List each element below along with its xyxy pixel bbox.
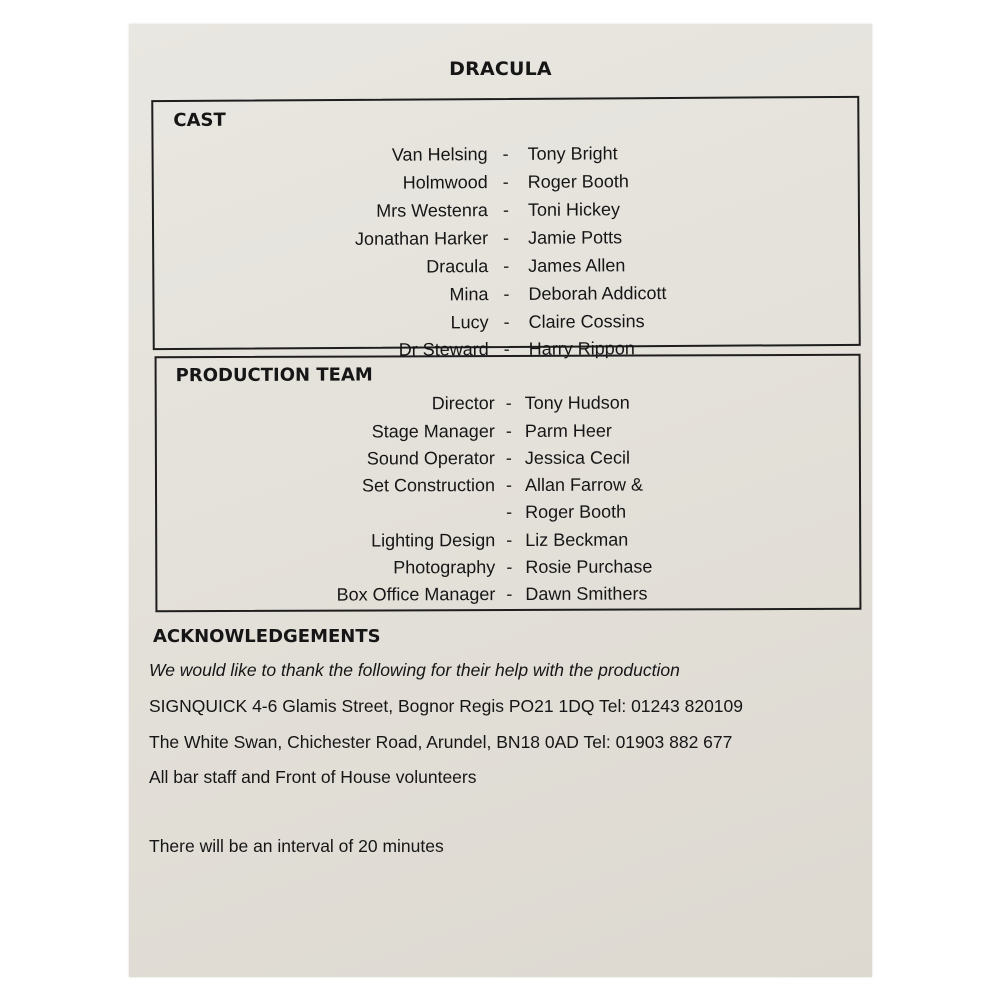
production-person: Rosie Purchase <box>525 556 653 577</box>
cast-dash: - <box>503 283 510 305</box>
production-role: Director <box>431 393 495 414</box>
cast-person: Deborah Addicott <box>528 283 667 304</box>
cast-role: Jonathan Harker <box>354 228 489 249</box>
cast-role: Van Helsing <box>391 144 488 165</box>
cast-role: Lucy <box>450 312 489 333</box>
cast-list <box>153 98 858 360</box>
production-person: Dawn Smithers <box>525 583 648 604</box>
cast-box <box>151 96 861 360</box>
acknowledgement-line: The White Swan, Chichester Road, Arundel, BN18 0AD Tel: 01903 882 677 <box>149 732 733 752</box>
production-dash: - <box>505 392 512 414</box>
acknowledgements-intro: We would like to thank the following for their help with the production <box>149 660 680 680</box>
production-team-heading: PRODUCTION TEAM <box>175 364 373 387</box>
production-dash: - <box>506 556 513 578</box>
acknowledgement-line: SIGNQUICK 4-6 Glamis Street, Bognor Regis PO21 1DQ Tel: 01243 820109 <box>149 696 744 716</box>
production-dash: - <box>505 420 512 442</box>
production-person: Tony Hudson <box>524 392 630 413</box>
cast-role: Dracula <box>426 256 489 277</box>
cast-person: Roger Booth <box>527 171 629 192</box>
cast-person: Harry Rippon <box>528 338 635 359</box>
acknowledgement-line: All bar staff and Front of House volunteers <box>149 767 477 787</box>
production-role: Sound Operator <box>366 448 495 469</box>
cast-person: James Allen <box>528 255 626 276</box>
production-role: Box Office Manager <box>336 584 496 605</box>
production-dash: - <box>505 447 512 469</box>
cast-dash: - <box>502 199 509 221</box>
production-person: Allan Farrow & <box>524 474 644 495</box>
production-dash: - <box>506 529 513 551</box>
production-dash: - <box>505 474 513 496</box>
cast-heading: CAST <box>173 109 226 132</box>
production-dash: - <box>506 583 513 605</box>
programme-page <box>129 24 872 977</box>
cast-person: Toni Hickey <box>527 199 621 220</box>
interval-note: There will be an interval of 20 minutes <box>149 836 444 856</box>
page-title: DRACULA <box>449 58 552 80</box>
cast-dash: - <box>503 338 510 360</box>
production-person: Parm Heer <box>524 420 612 441</box>
production-team-list <box>157 356 860 610</box>
cast-dash: - <box>502 171 509 193</box>
production-team-box <box>155 354 862 612</box>
cast-person: Claire Cossins <box>528 311 645 332</box>
cast-dash: - <box>503 227 510 249</box>
cast-role: Dr Steward <box>398 339 489 360</box>
production-person: Liz Beckman <box>525 529 629 550</box>
cast-role: Mrs Westenra <box>376 200 488 221</box>
cast-role: Mina <box>449 284 489 305</box>
cast-dash: - <box>503 255 510 277</box>
acknowledgements-heading: ACKNOWLEDGEMENTS <box>153 626 381 647</box>
production-person: Jessica Cecil <box>524 447 630 468</box>
production-role: Set Construction <box>361 475 496 496</box>
production-person: Roger Booth <box>525 501 627 522</box>
cast-role: Holmwood <box>402 172 488 193</box>
cast-person: Tony Bright <box>527 143 618 164</box>
production-role: Lighting Design <box>371 530 496 551</box>
cast-person: Jamie Potts <box>528 227 623 248</box>
production-role: Photography <box>393 557 496 578</box>
production-role: Stage Manager <box>371 421 495 442</box>
cast-dash: - <box>502 143 509 165</box>
production-dash: - <box>506 501 513 523</box>
cast-dash: - <box>503 311 510 333</box>
